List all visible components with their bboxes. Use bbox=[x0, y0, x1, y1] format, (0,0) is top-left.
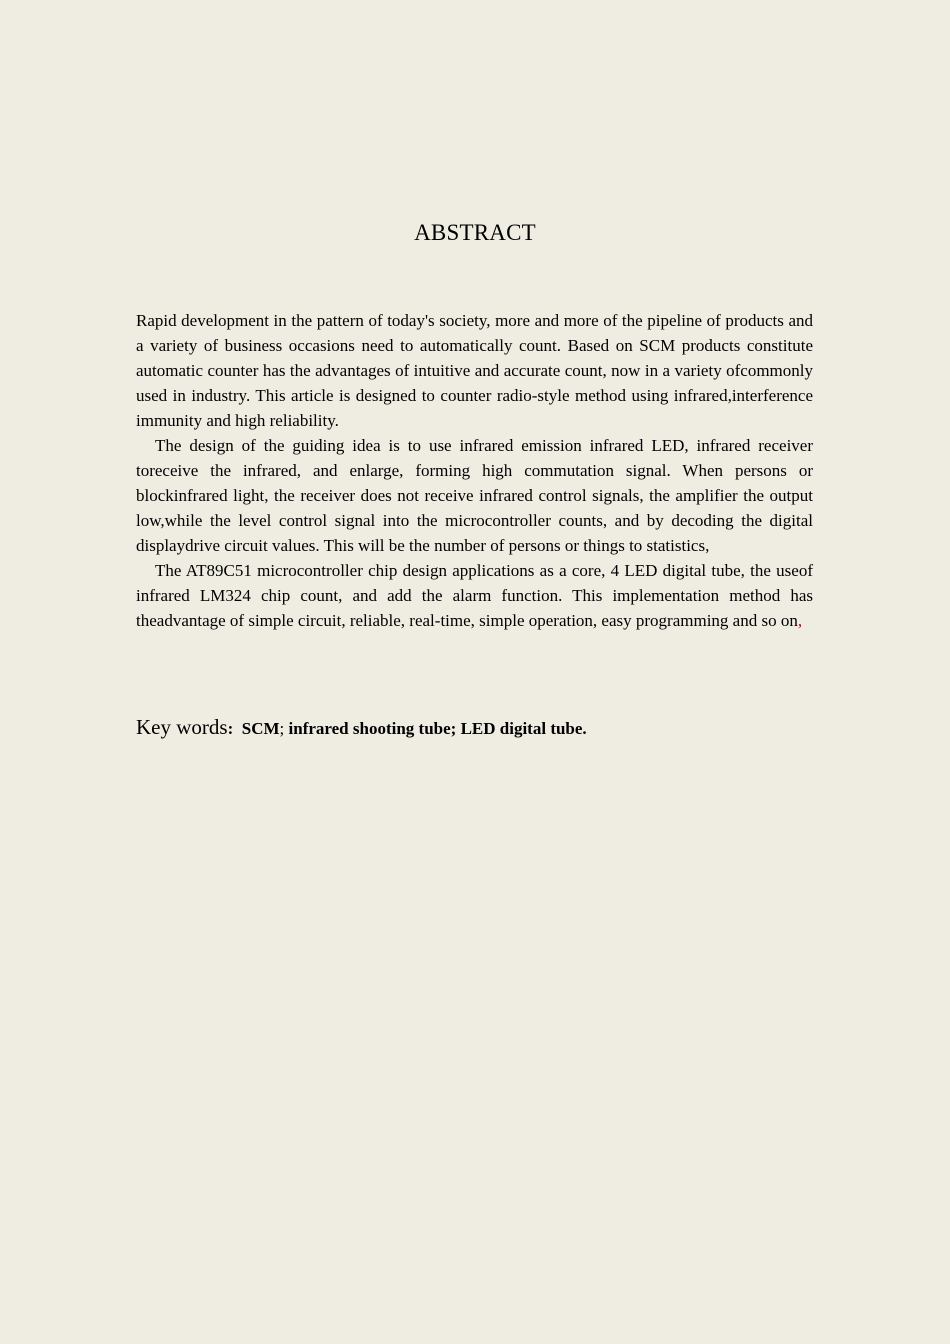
keywords-label: Key words bbox=[136, 715, 228, 739]
keywords-remaining: infrared shooting tube; LED digital tube. bbox=[288, 719, 587, 738]
paragraph-2-text: The design of the guiding idea is to use infrared emission infrared LED, infrared receiver toreceive the infrared, and enlarge, forming high commutation signal. When persons or blockinfrared light, the receiver does not receive infrared control signals, the amplifier the output low,while the level control signal into the microcontroller counts, and by decoding the digital displaydrive circuit values. This will be the number of persons or things to statistics, bbox=[136, 436, 813, 555]
paragraph-1-text: Rapid development in the pattern of today's society, more and more of the pipeline of products and a variety of business occasions need to automatically count. Based on SCM products constitute automatic counter has the advantages of intuitive and accurate count, now in a variety ofcommonly used in industry. This article is designed to counter radio-style method using infrared,interference immunity and high reliability. bbox=[136, 311, 813, 430]
abstract-title: ABSTRACT bbox=[414, 220, 536, 245]
abstract-body bbox=[136, 308, 813, 633]
paragraph-3-text: The AT89C51 microcontroller chip design applications as a core, 4 LED digital tube, the useof infrared LM324 chip count, and add the alarm function. This implementation method has theadvantage of simple circuit, reliable, real-time, simple operation, easy programming and so on bbox=[136, 561, 813, 630]
keyword-scm: SCM bbox=[241, 719, 280, 738]
keyword-separator: ; bbox=[279, 719, 285, 738]
red-trailing-comma: , bbox=[797, 611, 803, 630]
keywords-colon: : bbox=[227, 719, 234, 738]
paragraph-3 bbox=[136, 558, 813, 633]
paragraph-2 bbox=[136, 433, 813, 558]
keywords-line bbox=[136, 713, 813, 743]
paragraph-1 bbox=[136, 308, 813, 433]
